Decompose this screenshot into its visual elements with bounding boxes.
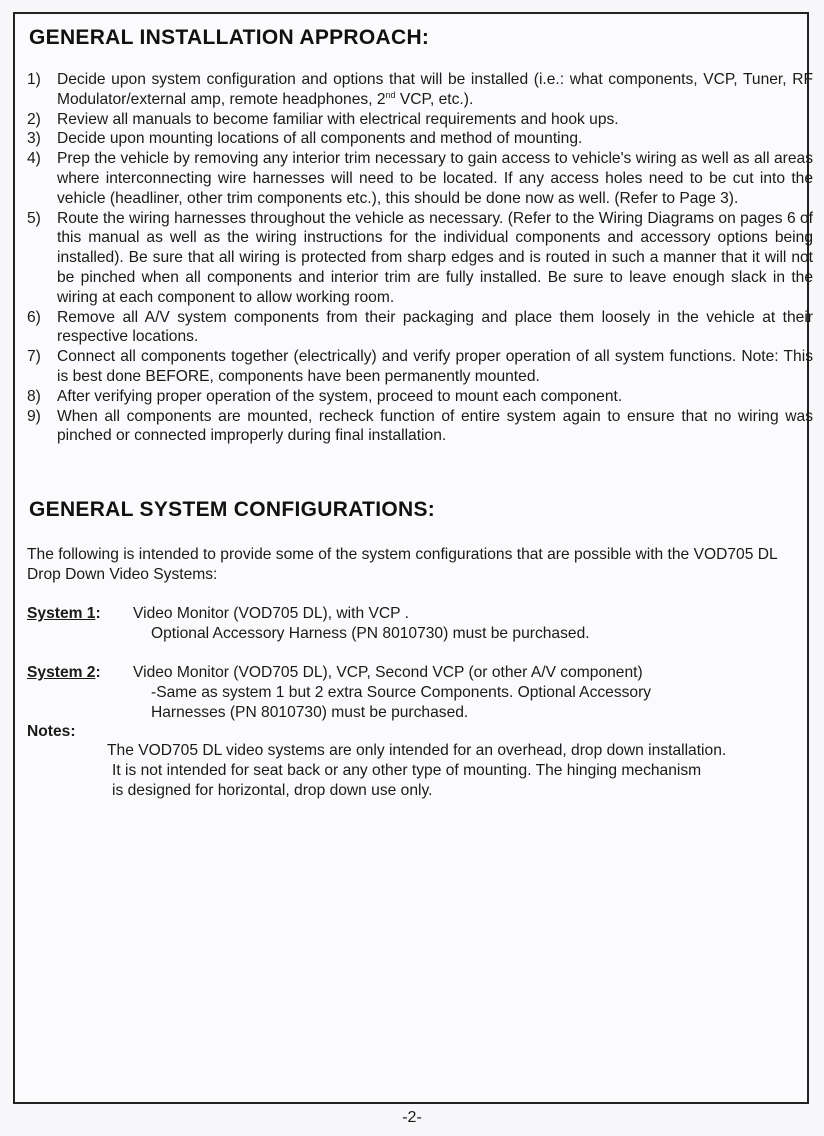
system-1-block bbox=[27, 604, 590, 644]
step-number: 6) bbox=[27, 308, 41, 326]
system-2-label: System 2 bbox=[27, 664, 96, 681]
system-2-line2: -Same as system 1 but 2 extra Source Components. Optional Accessory bbox=[151, 684, 652, 701]
step-text: Route the wiring harnesses throughout the vehicle as necessary. (Refer to the Wiring Diagrams on pages 6 of this manual as well as the wiring instructions for the individual components and accessory options being installed). Be sure that all wiring is protected from sharp edges and is routed in such a manner that it will not be pinched when all components and interior trim are fully installed. Be sure to leave enough slack in the wiring at each component to allow working room. bbox=[57, 209, 813, 306]
list-item bbox=[27, 308, 813, 348]
step-text: Decide upon mounting locations of all components and method of mounting. bbox=[57, 130, 583, 148]
step-text-tail: VCP, etc.). bbox=[395, 90, 474, 108]
list-item bbox=[27, 209, 813, 308]
label-colon: : bbox=[95, 605, 101, 622]
step-number: 9) bbox=[27, 407, 41, 425]
step-text: Prep the vehicle by removing any interior trim necessary to gain access to vehicle's wiring as well as all areas where interconnecting wire harnesses will need to be located. If any access holes need to be cut into the vehicle (headliner, other trim components etc.), this should be done now as well. (Refer to Page 3). bbox=[57, 150, 813, 207]
label-colon: : bbox=[95, 664, 101, 681]
system-2-block bbox=[27, 663, 651, 723]
step-text: Review all manuals to become familiar with electrical requirements and hook ups. bbox=[57, 110, 619, 128]
installation-steps bbox=[27, 70, 813, 446]
list-item bbox=[27, 110, 813, 130]
step-number: 1) bbox=[27, 71, 41, 88]
configurations-heading: GENERAL SYSTEM CONFIGURATIONS: bbox=[29, 498, 436, 521]
list-item bbox=[27, 70, 813, 110]
step-number: 7) bbox=[27, 348, 41, 366]
step-text: After verifying proper operation of the system, proceed to mount each component. bbox=[57, 387, 623, 405]
list-item bbox=[27, 407, 813, 447]
page-frame bbox=[13, 12, 813, 1104]
step-number: 3) bbox=[27, 130, 41, 148]
notes-line3: is designed for horizontal, drop down use only. bbox=[112, 782, 433, 799]
list-item bbox=[27, 149, 813, 208]
system-1-line1: Video Monitor (VOD705 DL), with VCP . bbox=[133, 605, 409, 622]
step-number: 2) bbox=[27, 110, 41, 128]
list-item bbox=[27, 347, 813, 387]
installation-heading: GENERAL INSTALLATION APPROACH: bbox=[29, 26, 430, 49]
system-2-line1: Video Monitor (VOD705 DL), VCP, Second VCP (or other A/V component) bbox=[133, 664, 643, 681]
notes-label: Notes: bbox=[27, 723, 76, 740]
system-1-line2: Optional Accessory Harness (PN 8010730) must be purchased. bbox=[151, 625, 590, 642]
list-item bbox=[27, 387, 813, 407]
step-number: 4) bbox=[27, 150, 41, 168]
list-item bbox=[27, 129, 813, 149]
step-text bbox=[57, 70, 813, 110]
notes-line1: The VOD705 DL video systems are only intended for an overhead, drop down installation. bbox=[107, 742, 727, 759]
step-superscript: nd bbox=[385, 89, 396, 100]
step-number: 8) bbox=[27, 387, 41, 405]
step-text: When all components are mounted, recheck function of entire system again to ensure that no wiring was pinched or connected improperly during final installation. bbox=[57, 407, 813, 445]
step-text: Remove all A/V system components from their packaging and place them loosely in the vehicle at their respective locations. bbox=[57, 308, 813, 346]
configurations-intro: The following is intended to provide some of the system configurations that are possible with the VOD705 DL Drop Down Video Systems: bbox=[27, 546, 778, 583]
step-number: 5) bbox=[27, 209, 41, 227]
page-number: -2- bbox=[402, 1109, 422, 1126]
notes-block bbox=[107, 741, 807, 801]
system-1-label: System 1 bbox=[27, 605, 96, 622]
step-text: Connect all components together (electrically) and verify proper operation of all system functions. Note: This is best done BEFORE, components have been permanently mounted. bbox=[57, 348, 813, 385]
system-2-line3: Harnesses (PN 8010730) must be purchased. bbox=[151, 704, 469, 721]
notes-line2: It is not intended for seat back or any other type of mounting. The hinging mechanism bbox=[112, 762, 702, 779]
step-text-main: Decide upon system configuration and options that will be installed (i.e.: what components, VCP, Tuner, RF Modulator/external amp, remote headphones, 2 bbox=[57, 71, 813, 108]
